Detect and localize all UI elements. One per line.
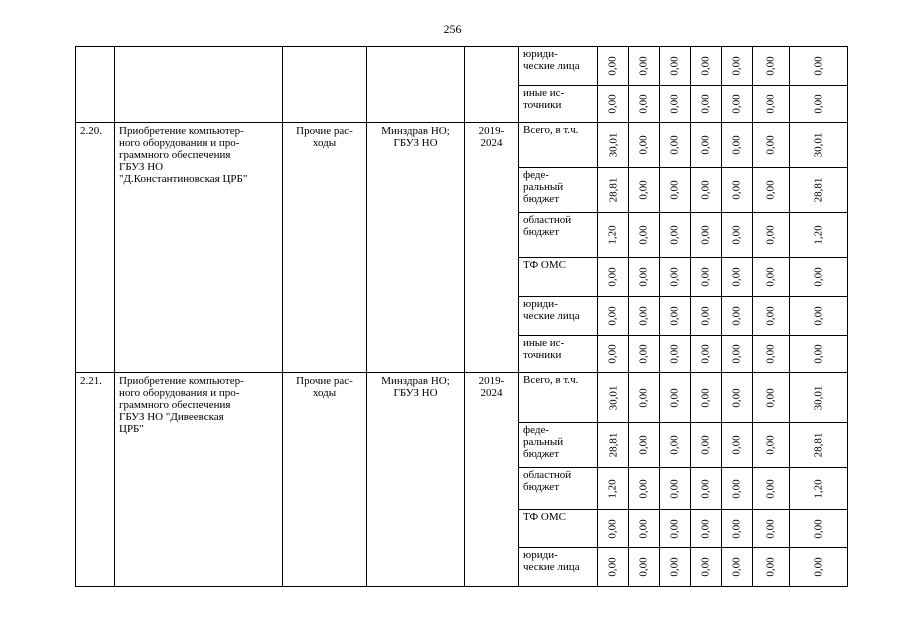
value-text: 0,00 [638,267,650,287]
value-cell [598,510,629,548]
value-cell [722,123,753,168]
value-cell [598,373,629,423]
value-cell [790,423,848,468]
value-text: 0,00 [638,225,650,245]
executor-text: Минздрав НО; ГБУЗ НО [381,125,450,149]
value-cell [629,336,660,373]
item-number [76,373,115,587]
source-cell [519,336,598,373]
value-cell [722,510,753,548]
value-cell [790,123,848,168]
value-text: 0,00 [812,344,825,364]
value-cell [691,123,722,168]
value-text: 0,00 [700,387,712,408]
value-cell [753,297,790,336]
value-text: 0,00 [765,387,777,408]
value-text: 0,00 [669,518,681,539]
value-text: 0,00 [638,344,650,364]
value-text: 0,00 [669,180,681,200]
value-text: 0,00 [731,225,743,245]
value-cell [790,86,848,123]
value-text: 0,00 [731,387,743,408]
value-cell [660,373,691,423]
value-cell [598,86,629,123]
source-cell-text: юриди- ческие лица [523,549,580,573]
value-cell [753,213,790,258]
source-cell [519,510,598,548]
value-cell [598,297,629,336]
value-cell [790,548,848,587]
value-text: 0,00 [731,56,743,76]
value-cell [598,123,629,168]
value-cell [691,548,722,587]
value-cell [598,336,629,373]
source-cell [519,297,598,336]
value-text: 0,00 [669,56,681,76]
value-cell [598,468,629,510]
value-text: 0,00 [765,267,777,287]
value-text: 0,00 [700,306,712,326]
value-cell [629,423,660,468]
budget-table [75,46,848,587]
value-cell [598,47,629,86]
value-cell [629,548,660,587]
value-cell [629,297,660,336]
source-cell-text: Всего, в т.ч. [523,124,579,136]
value-text: 0,00 [638,387,650,408]
value-text: 0,00 [812,557,825,577]
source-cell [519,213,598,258]
source-cell-text: иные ис- точники [523,87,565,111]
source-cell-text: Всего, в т.ч. [523,374,579,386]
value-cell [629,373,660,423]
expense-type [283,373,367,587]
value-cell [790,336,848,373]
value-cell [722,468,753,510]
page-number: 256 [443,22,462,36]
value-cell [691,297,722,336]
value-cell [629,258,660,297]
value-cell [660,168,691,213]
value-text: 0,00 [731,135,743,155]
value-text: 30,01 [812,132,825,158]
value-text: 0,00 [700,94,712,114]
table-row [76,123,848,168]
value-text: 0,00 [765,518,777,539]
value-text: 0,00 [765,435,777,455]
value-cell [660,123,691,168]
value-text: 0,00 [669,306,681,326]
value-text: 0,00 [765,344,777,364]
value-cell [598,548,629,587]
value-text: 0,00 [765,56,777,76]
value-text: 0,00 [812,56,825,76]
value-cell [753,86,790,123]
period [465,373,519,587]
expense-type-text: Прочие рас- ходы [296,375,353,399]
item-number [76,123,115,373]
value-text: 0,00 [669,94,681,114]
item-name [115,373,283,587]
source-cell [519,373,598,423]
value-text: 0,00 [638,478,650,499]
value-text: 0,00 [765,557,777,577]
value-text: 0,00 [638,435,650,455]
value-text: 0,00 [700,435,712,455]
value-cell [790,168,848,213]
value-cell [722,548,753,587]
value-text: 0,00 [765,306,777,326]
value-cell [753,123,790,168]
value-cell [691,86,722,123]
value-text: 28,81 [607,177,619,203]
value-cell [598,423,629,468]
value-text: 0,00 [765,478,777,499]
value-cell [722,297,753,336]
value-cell [660,548,691,587]
value-text: 0,00 [812,518,825,539]
source-cell [519,168,598,213]
value-cell [660,468,691,510]
value-text: 0,00 [607,306,619,326]
source-cell-text: феде- ральный бюджет [523,169,564,205]
value-cell [790,47,848,86]
source-cell-text: ТФ ОМС [523,511,566,523]
value-text: 0,00 [700,344,712,364]
value-text: 0,00 [638,56,650,76]
executor-text: Минздрав НО; ГБУЗ НО [381,375,450,399]
value-text: 0,00 [669,435,681,455]
value-text: 0,00 [638,518,650,539]
value-cell [753,423,790,468]
value-cell [629,123,660,168]
value-cell [691,510,722,548]
value-cell [691,47,722,86]
value-text: 0,00 [607,344,619,364]
value-text: 0,00 [765,135,777,155]
source-cell [519,123,598,168]
value-text: 0,00 [700,135,712,155]
value-text: 0,00 [700,267,712,287]
value-text: 0,00 [731,478,743,499]
value-text: 0,00 [607,94,619,114]
value-cell [722,168,753,213]
value-cell [691,373,722,423]
value-text: 0,00 [731,435,743,455]
value-text: 0,00 [669,225,681,245]
value-cell [691,213,722,258]
value-text: 0,00 [607,518,619,539]
value-cell [629,510,660,548]
value-text: 0,00 [812,306,825,326]
value-cell [722,336,753,373]
value-text: 0,00 [638,557,650,577]
value-text: 0,00 [669,267,681,287]
value-text: 0,00 [765,94,777,114]
value-cell [691,336,722,373]
source-cell [519,86,598,123]
value-cell [753,373,790,423]
item-name-text: Приобретение компьютер- ного оборудования и про- граммного обеспечения ГБУЗ НО "Дивеевская ЦРБ" [119,375,244,435]
value-cell [660,423,691,468]
period-text: 2019- 2024 [478,125,505,149]
value-text: 0,00 [812,94,825,114]
value-cell [722,86,753,123]
value-cell [691,423,722,468]
value-text: 0,00 [638,306,650,326]
table-row [76,373,848,423]
value-cell [753,258,790,297]
value-cell [691,168,722,213]
value-text: 0,00 [700,518,712,539]
value-text: 0,00 [638,135,650,155]
value-cell [660,510,691,548]
source-cell [519,258,598,297]
value-text: 0,00 [731,267,743,287]
value-cell [790,468,848,510]
empty-cell [367,47,465,123]
value-cell [660,336,691,373]
expense-type-text: Прочие рас- ходы [296,125,353,149]
value-cell [753,168,790,213]
value-text: 28,81 [812,432,825,458]
value-cell [660,47,691,86]
value-cell [790,297,848,336]
value-cell [753,336,790,373]
source-cell-text: юриди- ческие лица [523,298,580,322]
value-cell [598,213,629,258]
table-row [76,47,848,86]
value-cell [722,47,753,86]
value-text: 0,00 [700,56,712,76]
item-name [115,123,283,373]
period [465,123,519,373]
value-cell [629,468,660,510]
value-text: 0,00 [669,344,681,364]
source-cell-text: областной бюджет [523,469,572,493]
value-text: 0,00 [669,387,681,408]
source-cell-text: феде- ральный бюджет [523,424,564,460]
value-text: 0,00 [765,225,777,245]
value-cell [660,86,691,123]
executor [367,373,465,587]
value-cell [691,258,722,297]
value-text: 0,00 [731,344,743,364]
value-cell [691,468,722,510]
empty-cell [76,47,115,123]
value-text: 30,01 [607,385,619,410]
value-text: 0,00 [731,94,743,114]
value-text: 0,00 [731,180,743,200]
value-text: 0,00 [669,478,681,499]
value-cell [753,47,790,86]
value-text: 0,00 [607,557,619,577]
table-body [76,47,848,587]
source-cell-text: ТФ ОМС [523,259,566,271]
value-text: 28,81 [812,177,825,203]
value-text: 30,01 [812,385,825,410]
value-text: 30,01 [607,132,619,158]
value-text: 0,00 [669,557,681,577]
value-cell [722,258,753,297]
value-text: 1,20 [812,478,825,499]
empty-cell [115,47,283,123]
item-number-text: 2.20. [80,125,102,137]
value-text: 0,00 [731,306,743,326]
value-cell [660,258,691,297]
value-cell [629,86,660,123]
value-text: 0,00 [765,180,777,200]
value-cell [629,168,660,213]
value-cell [753,510,790,548]
source-cell-text: иные ис- точники [523,337,565,361]
value-text: 0,00 [638,94,650,114]
value-text: 0,00 [812,267,825,287]
value-text: 0,00 [731,518,743,539]
source-cell [519,548,598,587]
value-text: 0,00 [700,557,712,577]
value-cell [722,423,753,468]
value-text: 28,81 [607,432,619,458]
source-cell-text: юриди- ческие лица [523,48,580,72]
value-cell [629,213,660,258]
value-cell [598,168,629,213]
value-cell [790,510,848,548]
empty-cell [283,47,367,123]
expense-type [283,123,367,373]
item-number-text: 2.21. [80,375,102,387]
value-text: 0,00 [700,180,712,200]
value-text: 0,00 [607,56,619,76]
value-text: 0,00 [607,267,619,287]
value-cell [629,47,660,86]
source-cell-text: областной бюджет [523,214,572,238]
source-cell [519,423,598,468]
value-text: 0,00 [700,478,712,499]
value-text: 1,20 [607,478,619,499]
value-cell [790,213,848,258]
value-text: 0,00 [669,135,681,155]
value-cell [722,213,753,258]
empty-cell [465,47,519,123]
source-cell [519,468,598,510]
value-cell [753,468,790,510]
value-text: 0,00 [731,557,743,577]
value-cell [790,373,848,423]
value-text: 1,20 [607,225,619,245]
value-cell [660,213,691,258]
executor [367,123,465,373]
source-cell [519,47,598,86]
value-cell [753,548,790,587]
value-text: 1,20 [812,225,825,245]
value-cell [660,297,691,336]
value-cell [598,258,629,297]
value-text: 0,00 [638,180,650,200]
value-text: 0,00 [700,225,712,245]
period-text: 2019- 2024 [478,375,505,399]
value-cell [790,258,848,297]
value-cell [722,373,753,423]
item-name-text: Приобретение компьютер- ного оборудования и про- граммного обеспечения ГБУЗ НО "Д.Константиновская ЦРБ" [119,125,248,185]
